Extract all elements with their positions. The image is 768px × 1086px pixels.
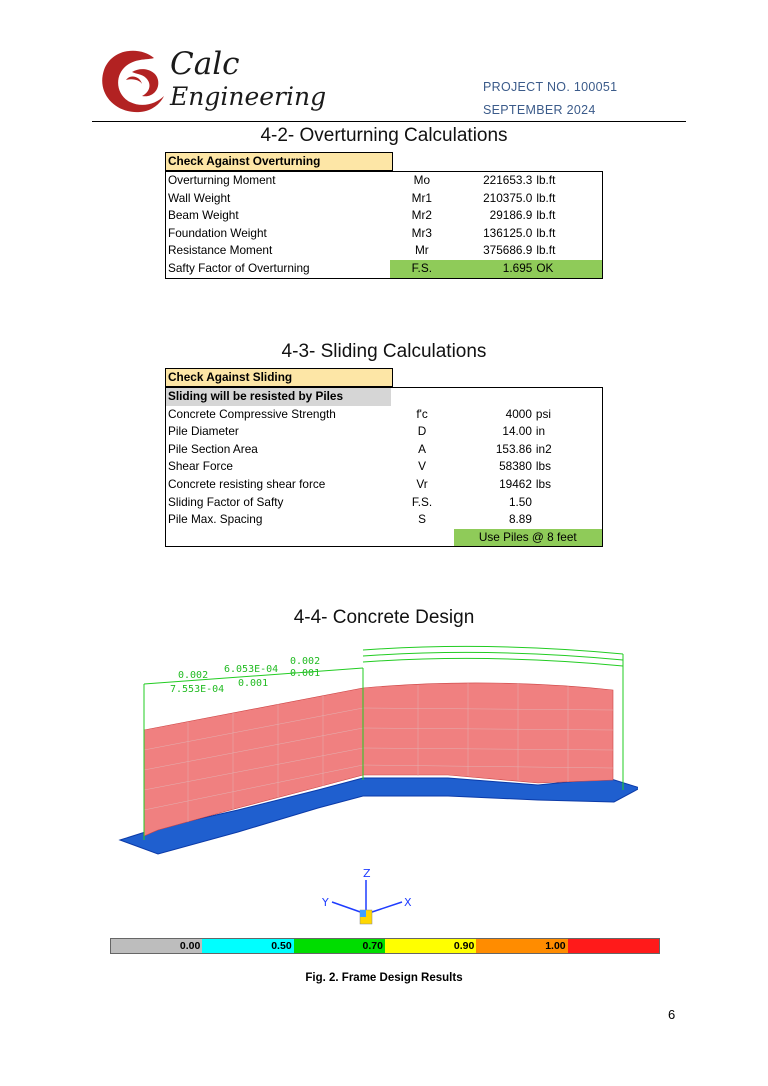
row-label: Pile Diameter xyxy=(168,424,239,439)
row-label: Sliding Factor of Safty xyxy=(168,494,284,509)
row-value: 153.86 xyxy=(495,441,532,456)
row-symbol: Mr xyxy=(414,243,429,258)
row-unit: lb.ft xyxy=(536,208,556,223)
row-symbol: Mr2 xyxy=(411,208,432,223)
row-symbol: S xyxy=(418,512,426,527)
sliding-table-header: Check Against Sliding xyxy=(165,368,393,387)
overturning-table-body xyxy=(165,171,603,279)
sliding-subheader: Sliding will be resisted by Piles xyxy=(166,388,391,406)
axis-triad-icon xyxy=(318,866,418,936)
row-label: Pile Section Area xyxy=(168,441,258,456)
row-symbol: V xyxy=(418,459,426,474)
table-row xyxy=(166,441,603,459)
row-value: 4000 xyxy=(505,406,532,421)
row-symbol: F.S. xyxy=(390,260,454,278)
row-value: 210375.0 xyxy=(483,190,533,205)
table-row xyxy=(166,190,603,208)
frame-design-model xyxy=(118,640,638,900)
axis-z-label: Z xyxy=(363,867,371,880)
model-label-6: 0.001 xyxy=(290,668,321,679)
row-symbol: D xyxy=(417,424,427,439)
wall-panel-right xyxy=(363,683,613,783)
blank-cell xyxy=(391,388,603,406)
row-label: Wall Weight xyxy=(168,190,231,205)
row-symbol: A xyxy=(418,441,426,456)
axis-x-label: X xyxy=(404,896,412,909)
row-value: 1.695 xyxy=(454,260,535,278)
blank-cell xyxy=(166,529,454,547)
row-label: Foundation Weight xyxy=(168,225,267,240)
row-label: Concrete Compressive Strength xyxy=(168,406,336,421)
row-symbol: Mo xyxy=(413,173,431,187)
table-row xyxy=(166,207,603,225)
scale-segment xyxy=(202,939,293,953)
figure-caption: Fig. 2. Frame Design Results xyxy=(305,972,463,984)
scale-segment xyxy=(294,939,385,953)
logo-text-engineering: Engineering xyxy=(170,82,327,111)
row-label: Beam Weight xyxy=(168,208,239,223)
scale-label: 0.70 xyxy=(362,940,383,952)
scale-label: 0.50 xyxy=(271,940,292,952)
scale-label: 0.90 xyxy=(453,940,475,952)
row-value: 136125.0 xyxy=(483,225,533,240)
row-unit: in2 xyxy=(535,441,552,456)
row-label: Pile Max. Spacing xyxy=(168,512,263,527)
row-unit: lb.ft xyxy=(536,190,556,205)
sliding-table-body xyxy=(165,387,603,547)
row-symbol: Mr3 xyxy=(411,225,432,240)
overturning-table xyxy=(165,152,603,279)
row-value: 14.00 xyxy=(502,424,532,439)
row-unit: in xyxy=(535,424,546,439)
row-value: 221653.3 xyxy=(483,173,533,187)
logo xyxy=(96,44,327,120)
overturning-title: 4-2- Overturning Calculations xyxy=(260,125,508,146)
model-label-4: 7.553E-04 xyxy=(170,684,225,695)
row-label: Shear Force xyxy=(168,459,233,474)
row-value: 1.50 xyxy=(508,494,532,509)
row-symbol: Vr xyxy=(416,476,428,491)
row-symbol: Mr1 xyxy=(411,190,432,205)
table-row xyxy=(166,494,603,512)
model-label-1: 0.002 xyxy=(178,670,209,681)
row-unit: lb.ft xyxy=(536,243,556,258)
sliding-result: Use Piles @ 8 feet xyxy=(454,529,603,547)
table-row xyxy=(166,423,603,441)
concrete-title: 4-4- Concrete Design xyxy=(293,607,475,628)
scale-segment xyxy=(385,939,476,953)
row-label: Overturning Moment xyxy=(168,173,276,187)
axis-y-label: Y xyxy=(322,896,329,909)
row-value: 58380 xyxy=(499,459,532,474)
row-value: 8.89 xyxy=(508,512,532,527)
project-date: SEPTEMBER 2024 xyxy=(483,103,596,117)
table-row xyxy=(166,172,603,190)
row-unit: psi xyxy=(535,406,552,421)
model-label-5: 0.001 xyxy=(238,678,269,689)
sliding-subheader-row xyxy=(166,388,603,406)
row-unit: lb.ft xyxy=(536,225,556,240)
row-label: Safty Factor of Overturning xyxy=(168,260,310,275)
table-row xyxy=(166,406,603,424)
table-row xyxy=(166,242,603,260)
project-number: PROJECT NO. 100051 xyxy=(483,80,618,94)
scale-segment xyxy=(111,939,202,953)
scale-label: 1.00 xyxy=(545,940,566,952)
sliding-result-row xyxy=(166,529,603,547)
row-value: 29186.9 xyxy=(489,208,533,223)
row-symbol: F.S. xyxy=(411,494,433,509)
row-unit: lb.ft xyxy=(536,173,556,187)
row-label: Resistance Moment xyxy=(168,243,273,258)
model-label-2: 6.053E-04 xyxy=(224,664,279,675)
table-row xyxy=(166,476,603,494)
row-status: OK xyxy=(534,260,602,278)
scale-segment xyxy=(568,939,659,953)
header-divider xyxy=(92,121,686,122)
logo-text-calc: Calc xyxy=(170,46,240,82)
table-row xyxy=(166,511,603,529)
logo-swirl-icon xyxy=(96,44,168,118)
row-symbol: f'c xyxy=(416,406,428,421)
table-row xyxy=(166,225,603,243)
safety-factor-row xyxy=(166,260,603,278)
page-number: 6 xyxy=(668,1007,676,1022)
overturning-table-header: Check Against Overturning xyxy=(165,152,393,171)
sliding-table xyxy=(165,368,603,547)
row-unit xyxy=(534,494,603,512)
row-unit: lbs xyxy=(535,459,552,474)
row-value: 19462 xyxy=(499,476,532,491)
model-label-3: 0.002 xyxy=(290,656,321,667)
row-unit: lbs xyxy=(535,476,552,491)
sliding-title: 4-3- Sliding Calculations xyxy=(281,341,487,362)
row-value: 375686.9 xyxy=(483,243,533,258)
table-row xyxy=(166,458,603,476)
scale-label: 0.00 xyxy=(179,940,201,952)
ratio-color-scale xyxy=(110,938,660,954)
row-unit xyxy=(534,511,603,529)
row-label: Concrete resisting shear force xyxy=(168,476,326,491)
scale-segment xyxy=(476,939,567,953)
